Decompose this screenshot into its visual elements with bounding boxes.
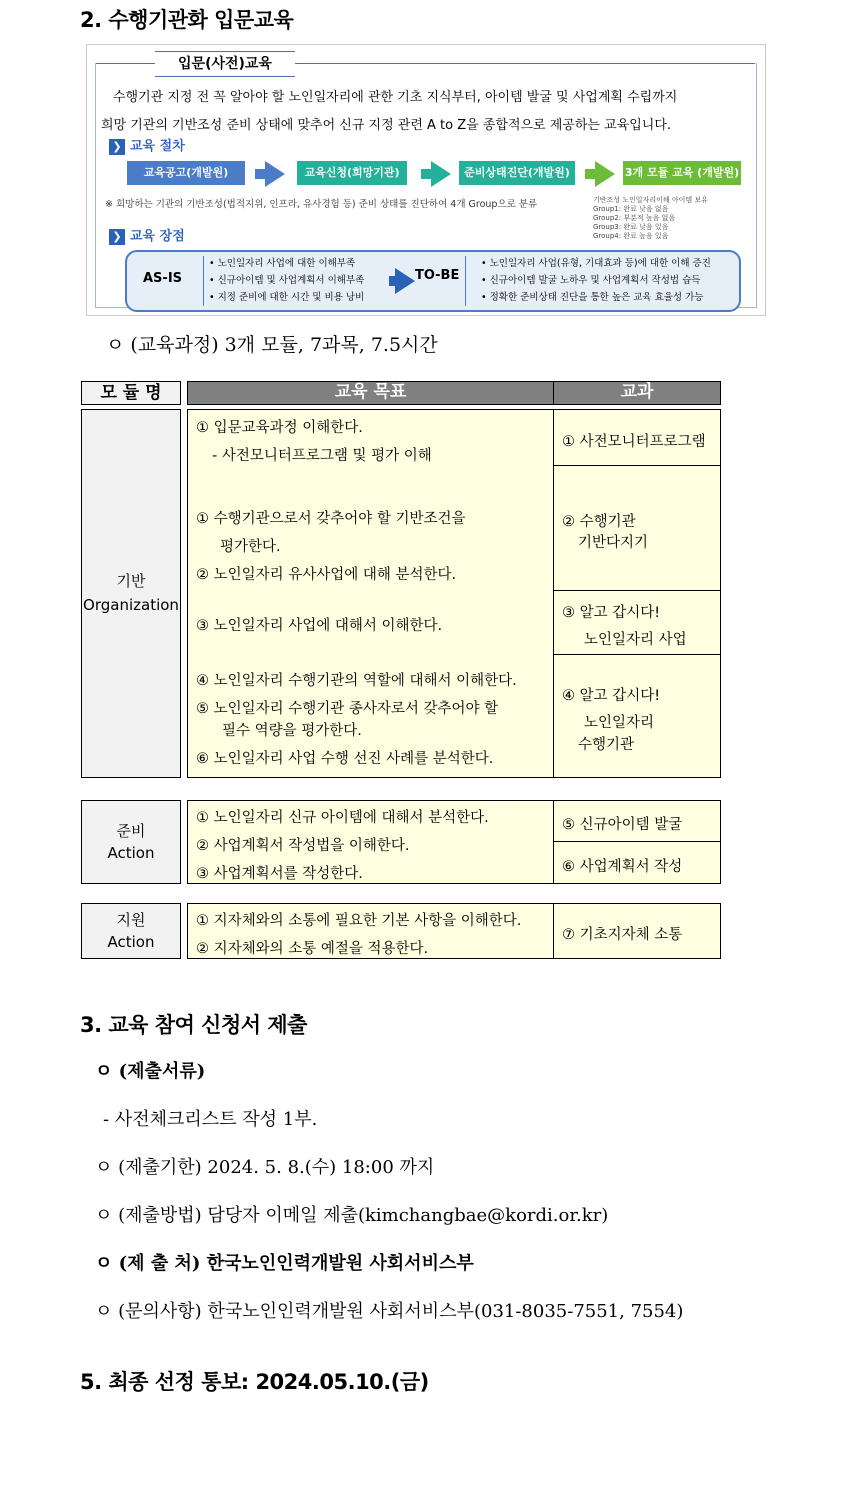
step-1: 교육공고(개발원) [127, 161, 245, 185]
divider [465, 256, 466, 306]
header-module: 모 듈 명 [81, 381, 181, 405]
figure-tab-label: 입문(사전)교육 [155, 51, 295, 77]
goal-item: ④ 노인일자리 수행기관의 역할에 대해서 이해한다. [196, 673, 517, 689]
submit-method: ㅇ (제출방법) 담당자 이메일 제출(kimchangbae@kordi.or.kr) [95, 1205, 609, 1226]
step-3: 준비상태진단(개발원) [459, 161, 575, 185]
module-name: 준비 [116, 822, 146, 840]
goal-item: ① 노인일자리 신규 아이템에 대해서 분석한다. [196, 810, 489, 826]
asis-item: • 신규아이템 및 사업계획서 이해부족 [209, 275, 365, 286]
submit-docs: ㅇ (제출서류) [95, 1061, 206, 1082]
module-name: 지원 [116, 911, 146, 929]
subject-item: 노인일자리 사업 [584, 632, 687, 648]
inquiry: ㅇ (문의사항) 한국노인인력개발원 사회서비스부(031-8035-7551, 7554) [95, 1301, 684, 1322]
chevron-right-icon: ❯ [109, 229, 125, 245]
intro-figure [86, 44, 766, 316]
course-summary: ㅇ (교육과정) 3개 모듈, 7과목, 7.5시간 [106, 334, 438, 356]
goal-item: ② 노인일자리 유사사업에 대해 분석한다. [196, 567, 457, 583]
subject-item: ⑤ 신규아이템 발굴 [562, 817, 683, 833]
tobe-item: • 노인일자리 사업(유형, 기대효과 등)에 대한 이해 증진 [481, 258, 711, 269]
submit-deadline: ㅇ (제출기한) 2024. 5. 8.(수) 18:00 까지 [95, 1157, 435, 1178]
goal-item: ② 사업계획서 작성법을 이해한다. [196, 838, 410, 854]
goal-item: ③ 노인일자리 사업에 대해서 이해한다. [196, 618, 443, 634]
goal-item: ⑥ 노인일자리 사업 수행 선진 사례를 분석한다. [196, 751, 494, 767]
arrow-right-icon [431, 161, 451, 187]
arrow-right-icon [595, 161, 615, 187]
subject-item: ② 수행기관 [562, 514, 636, 530]
subject-item: ⑦ 기초지자체 소통 [562, 927, 683, 943]
step-2: 교육신청(희망기관) [297, 161, 407, 185]
diagnosis-note: ※ 희망하는 기관의 기반조성(법적지위, 인프라, 유사경험 등) 준비 상태를 진단하여 4개 Group으로 분류 [105, 199, 538, 210]
subject-item: ④ 알고 갑시다! [562, 688, 661, 704]
goal-item: 필수 역량을 평가한다. [222, 723, 362, 739]
submit-docs-detail: - 사전체크리스트 작성 1부. [103, 1109, 318, 1130]
module-cell [81, 409, 181, 778]
header-subject: 교과 [553, 381, 721, 405]
goal-item: ③ 사업계획서를 작성한다. [196, 866, 363, 882]
group-table-header: 기반조성 노인일자리이해 아이템 보유 [593, 196, 708, 204]
module-name-en: Action [107, 933, 155, 951]
submit-destination: ㅇ (제 출 처) 한국노인인력개발원 사회서비스부 [95, 1253, 474, 1274]
subject-item: 수행기관 [578, 737, 635, 753]
module-name: 기반 [116, 572, 146, 590]
subject-item: ⑥ 사업계획서 작성 [562, 859, 683, 875]
subject-item: 기반다지기 [578, 535, 649, 551]
procedure-title: ❯ 교육 절차 [109, 135, 185, 155]
arrow-right-icon [395, 268, 415, 294]
goal-item: - 사전모니터프로그램 및 평가 이해 [212, 448, 432, 464]
asis-tobe-box [125, 250, 741, 312]
group-row: Group1: 완료 낮음 없음 [593, 205, 669, 213]
module-cell [81, 800, 181, 884]
figure-desc-line1: 수행기관 지정 전 꼭 알아야 할 노인일자리에 관한 기초 지식부터, 아이템 발굴 및 사업계획 수립까지 [113, 90, 678, 105]
subject-item: ③ 알고 갑시다! [562, 605, 661, 621]
subject-item: 노인일자리 [584, 715, 655, 731]
step-4: 3개 모듈 교육 (개발원) [623, 161, 741, 185]
group-row: Group4: 완료 높음 있음 [593, 232, 669, 240]
module-name-en: Action [107, 844, 155, 862]
goal-item: ① 수행기관으로서 갖추어야 할 기반조건을 [196, 511, 466, 527]
asis-item: • 지정 준비에 대한 시간 및 비용 낭비 [209, 292, 365, 303]
figure-desc-line2: 희망 기관의 기반조성 준비 상태에 맞추어 신규 지정 관련 A to Z을 종합적으로 제공하는 교육입니다. [101, 118, 672, 133]
asis-item: • 노인일자리 사업에 대한 이해부족 [209, 258, 356, 269]
advantage-title: ❯ 교육 장점 [109, 225, 185, 245]
goal-item: ⑤ 노인일자리 수행기관 종사자로서 갖추어야 할 [196, 701, 499, 717]
goal-item: ② 지자체와의 소통 예절을 적용한다. [196, 941, 429, 957]
goal-item: ① 지자체와의 소통에 필요한 기본 사항을 이해한다. [196, 913, 522, 929]
tobe-label: TO-BE [415, 268, 460, 283]
section5-title: 5. 최종 선정 통보: 2024.05.10.(금) [80, 1370, 429, 1394]
arrow-right-icon [265, 161, 285, 187]
subject-item: ① 사전모니터프로그램 [562, 434, 706, 450]
group-row: Group2: 부분적 높음 없음 [593, 214, 676, 222]
section3-title: 3. 교육 참여 신청서 제출 [80, 1013, 307, 1037]
goal-item: ① 입문교육과정 이해한다. [196, 420, 363, 436]
module-name-en: Organization [83, 596, 179, 614]
tobe-item: • 정확한 준비상태 진단을 통한 높은 교육 효율성 가능 [481, 292, 704, 303]
module-cell [81, 903, 181, 959]
header-goal: 교육 목표 [187, 381, 554, 405]
tobe-item: • 신규아이템 발굴 노하우 및 사업계획서 작성법 습득 [481, 275, 701, 286]
section2-title: 2. 수행기관화 입문교육 [80, 8, 294, 32]
group-row: Group3: 완료 낮음 있음 [593, 223, 669, 231]
divider [203, 256, 204, 306]
chevron-right-icon: ❯ [109, 139, 125, 155]
asis-label: AS-IS [143, 271, 183, 286]
goal-item: 평가한다. [220, 539, 281, 555]
